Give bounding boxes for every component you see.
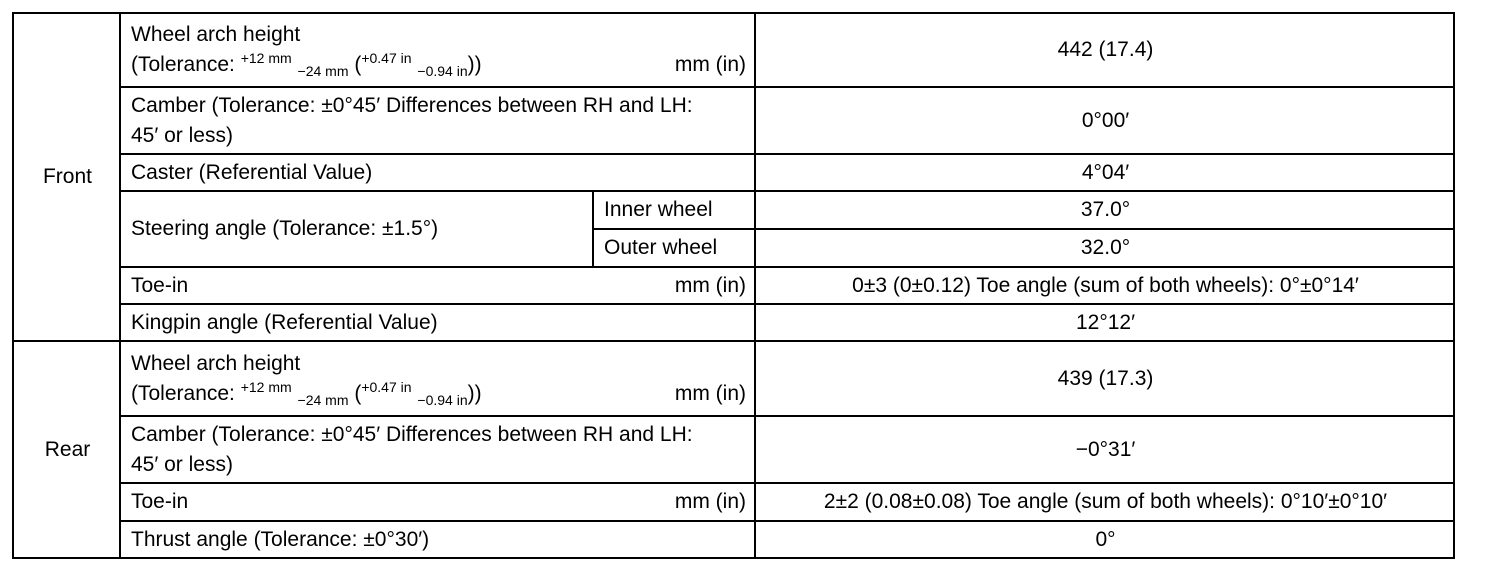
front-toe-in-unit: mm (in) [674,273,747,297]
front-toe-in-label: Toe-in [131,273,189,297]
front-steering-inner-row [13,191,1454,229]
front-caster-value: 4°04′ [755,154,1454,191]
tol-in-open: ( [348,381,362,405]
front-wheel-arch-tolerance-line [131,50,746,80]
tol-in-open: ( [348,53,362,76]
rear-group-label: Rear [13,341,120,558]
tol-mm-minus: −24 mm [297,391,349,408]
rear-toe-in-unit: mm (in) [674,490,747,513]
tol-mm-plus: +12 mm [240,50,292,66]
rear-wheel-arch-value: 439 (17.3) [755,341,1454,416]
front-caster-label: Caster (Referential Value) [120,154,755,191]
front-steering-outer-label: Outer wheel [593,229,755,267]
front-camber-value: 0°00′ [755,87,1454,154]
front-wheel-arch-label: Wheel arch height [131,23,301,46]
front-toe-in-label-cell [120,267,755,304]
rear-wheel-arch-unit: mm (in) [674,381,747,405]
rear-wheel-arch-label: Wheel arch height [131,351,301,375]
rear-wheel-arch-tolerance [131,379,482,409]
rear-camber-value: −0°31′ [755,416,1454,483]
rear-thrust-row [13,521,1454,558]
rear-wheel-arch-row [13,341,1454,416]
tol-mm-plus: +12 mm [240,378,292,395]
rear-toe-in-value: 2±2 (0.08±0.08) Toe angle (sum of both wheels): 0°10′±0°10′ [755,483,1454,521]
tol-prefix: (Tolerance: [131,381,241,405]
front-wheel-arch-label-cell [120,13,755,87]
front-wheel-arch-unit: mm (in) [674,53,747,76]
front-steering-label: Steering angle (Tolerance: ±1.5°) [120,191,593,267]
front-caster-row [13,154,1454,191]
tol-in-plus: +0.47 in [361,50,412,66]
rear-toe-in-row [13,483,1454,521]
tol-mm-minus: −24 mm [297,63,349,79]
alignment-spec-table [12,12,1455,559]
rear-wheel-arch-label-cell [120,341,755,416]
front-kingpin-label: Kingpin angle (Referential Value) [120,304,755,341]
tol-prefix: (Tolerance: [131,53,241,76]
tol-in-minus: −0.94 in [417,391,468,408]
front-wheel-arch-value: 442 (17.4) [755,13,1454,87]
front-toe-in-value: 0±3 (0±0.12) Toe angle (sum of both wheels): 0°±0°14′ [755,267,1454,304]
rear-toe-in-label-cell [120,483,755,521]
front-kingpin-row [13,304,1454,341]
front-camber-label: Camber (Tolerance: ±0°45′ Differences between RH and LH: 45′ or less) [120,87,755,154]
tol-close: )) [467,53,482,76]
front-wheel-arch-tolerance [131,50,482,80]
rear-wheel-arch-tolerance-line [131,379,746,409]
front-steering-outer-value: 32.0° [755,229,1454,267]
front-steering-inner-value: 37.0° [755,191,1454,229]
front-camber-row [13,87,1454,154]
rear-thrust-label: Thrust angle (Tolerance: ±0°30′) [120,521,755,558]
rear-toe-in-label: Toe-in [131,490,189,513]
rear-camber-row [13,416,1454,483]
front-toe-in-line [131,271,746,301]
rear-camber-label: Camber (Tolerance: ±0°45′ Differences between RH and LH: 45′ or less) [120,416,755,483]
front-wheel-arch-row [13,13,1454,87]
rear-toe-in-line [131,487,746,517]
front-steering-inner-label: Inner wheel [593,191,755,229]
front-group-label: Front [13,13,120,341]
front-toe-in-row [13,267,1454,304]
front-kingpin-value: 12°12′ [755,304,1454,341]
tol-in-minus: −0.94 in [417,63,468,79]
rear-thrust-value: 0° [755,521,1454,558]
tol-in-plus: +0.47 in [361,378,412,395]
tol-close: )) [467,381,482,405]
